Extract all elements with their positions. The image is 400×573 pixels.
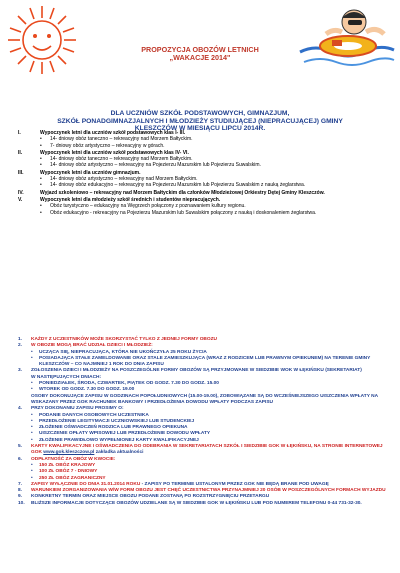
rule-2: 2. W OBOZIE MOGĄ BRAĆ UDZIAŁ DZIECI I MŁODZIEŻ: (18, 343, 153, 349)
gok-website-link[interactable]: www.gok.kleszczow.pl (43, 450, 95, 456)
list-item: • 250 ZŁ OBÓZ ZAGRANICZNY (31, 475, 106, 481)
sun-icon (6, 4, 78, 76)
rule-4: 4. PRZY DOKONANIU ZAPISU PROSIMY O: (18, 406, 124, 412)
section-title: Wypoczynek letni dla uczniów gimnazjum. (40, 169, 141, 176)
list-item: • Obóz turystyczno – edukacyjny na Węgrzech połączony z poznawaniem kultury regionu. (40, 203, 246, 210)
list-item: • 150 ZŁ OBÓZ KRAJOWY (31, 462, 96, 468)
list-item: • ZŁOŻENIE PRAWIDŁOWO WYPEŁNIONEJ KARTY KWALIFIKACYJNEJ (31, 437, 199, 443)
section-number: III. (18, 169, 24, 176)
list-item: • 14- dniowy obóz artystyczno – rekreacyjny nad Morzem Bałtyckim. (40, 176, 198, 183)
list-item: • PRZEDŁOŻENIE LEGITYMACJI UCZNIOWSKIEJ LUB STUDENCKIEJ (31, 418, 195, 424)
rule-10: 10. BLIŻSZE INFORMACJE DOTYCZĄCE OBOZÓW UDZIELANE SĄ W SIEDZIBIE GOK W ŁĘKIŃSKU LUB POD NUMEREM TELEFONU 0-44 731-32-30. (18, 500, 362, 506)
headline-line-3: KLESZCZÓW W MIESIĄCU LIPCU 2014R. (134, 125, 266, 133)
rule-8: 8. WARUNKIEM ZORGANIZOWANIA W/W FORM OBOZU JEST CHĘĆ UCZESTNICTWA PRZYNAJMNIEJ 20 OSÓB W POSZCZEGÓLNYCH FORMACH WYJAZDU (18, 488, 386, 494)
rule-1: 1. KAŻDY Z UCZESTNIKÓW MOŻE SKORZYSTAĆ TYLKO Z JEDNEJ FORMY OBOZU (18, 337, 218, 342)
title-line-1: PROPOZYCJA OBOZÓW LETNICH (141, 45, 259, 54)
list-item: • ZŁOŻENIE OŚWIADCZEŃ RODZICA LUB PRAWNEGO OPIEKUNA (31, 425, 188, 431)
rule-9: 9. KONKRETNY TERMIN ORAZ MIEJSCE OBOZU PODANE ZOSTANĄ PO ROZSTRZYGNIĘCIU PRZETARGU (18, 494, 270, 500)
list-item: • 14- dniowy obóz taneczno – rekreacyjny nad Morzem Bałtyckim. (40, 136, 193, 143)
list-item: • PONIEDZIAŁEK, ŚRODA, CZWARTEK, PIĄTEK OD GODZ. 7.30 DO GODZ. 15.00 (31, 381, 219, 387)
section-number: V. (18, 196, 23, 203)
list-item: • 14- dniowy obóz taneczno – rekreacyjny nad Morzem Bałtyckim. (40, 156, 193, 163)
section-number: II. (18, 149, 23, 156)
rule-3: 3. ZGŁOSZENIA DZIECI I MŁODZIEŻY NA POSZCZEGÓLNE FORMY OBOZÓW SĄ PRZYJMOWANE W SIEDZIBIE WOK W ŁĘKIŃSKU (SEKRETARIAT) (18, 368, 362, 374)
rule-7: 7. ZAPISY WYŁĄCZNIE DO DNIA 31.01.2014 ROKU - ZAPISY PO TERMINIE USTALONYM PRZEZ GOK NIE BĘDĄ BRANE POD UWAGĘ (18, 481, 329, 487)
list-item: • Obóz edukacyjno - rekreacyjny na Pojezierzu Mazurskim lub Suwalskim połączony z nauką i doskonaleniem żeglarstwa. (40, 209, 317, 216)
section-number: IV. (18, 189, 24, 196)
section-number: I. (18, 130, 21, 136)
section-title: Wypoczynek letni dla uczniów szkół podstawowych klas I- III. (40, 130, 186, 136)
list-item: • 14- dniowy obóz edukacyjno – rekreacyjny na Pojezierzu Mazurskim lub Pojezierzu Suwalskim z nauką żeglarstwa. (40, 182, 306, 189)
title-line-2: „WAKACJE 2014" (169, 53, 231, 62)
section-4 (18, 190, 388, 196)
rule-5: 5. KARTY KWALIFIKACYJNE I OŚWIADCZENIA DO ODEBRANIA W SEKRETARIATACH SZKÓŁ I SIEDZIBIE GOK W ŁĘKIŃSKU, NA STRONIE INTERNETOWEJ GOK www.gok.kleszczow.pl zakładka aktualności (18, 444, 383, 456)
list-item: • 14- dniowy obóz artystyczno – rekreacyjny na Pojezierzu Mazurskim lub Pojezierzu Suwalskim. (40, 162, 261, 169)
rule-3-extra: OSOBY DOKONUJĄCE ZAPISU W GODZINACH POPOŁUDNIOWYCH (15.00-19.00), ZOBOWIĄZANE SĄ DO WCZEŚNIEJSZEGO UISZCZENIA WPŁATY NA WSKAZANY PRZEZ GOK RACHUNEK BANKOWY I PRZEDŁOŻENIA DOWODU WPŁATY PODCZAS ZAPISU (31, 393, 378, 405)
section-title: Wypoczynek letni dla uczniów szkół podstawowych klas IV- VI. (40, 149, 189, 156)
rules-list (18, 337, 388, 507)
list-item: • WTOREK OD GODZ. 7.30 DO GODZ. 19.00 (31, 387, 135, 393)
section-title: Wypoczynek letni dla młodzieży szkół średnich i studentów niepracujących. (40, 196, 221, 203)
swimmer-icon (296, 4, 396, 74)
list-item: • 100 ZŁ OBÓZ 7 - DNIOWY (31, 469, 98, 475)
list-item: • POSIADAJĄCA STAŁE ZAMELDOWANIE ORAZ STALE ZAMIESZKUJĄCA (WRAZ Z RODZICEM LUB PRAWNYM OPIEKUNEM) NA TERENIE GMINY KLESZCZÓW – CO NAJMNIEJ 1 ROK DO DNIA ZAPISU (31, 355, 371, 368)
section-title: Wyjazd szkoleniowo – rekreacyjny nad Morzem Bałtyckim dla członków Młodzieżowej Orkiestry Dętej Gminy Kleszczów. (40, 189, 325, 196)
rule-3-intro: W NASTĘPUJĄCYCH DNIACH: (31, 374, 102, 380)
headline-line-2: SZKÓŁ PONADGIMNAZJALNYCH I MŁODZIEŻY STUDIUJĄCEJ (NIEPRACUJĄCEJ) GMINY (57, 117, 343, 125)
list-item: • 7- dniowy obóz artystyczno – rekreacyjny w górach. (40, 142, 165, 149)
list-item: • UCZĄCA SIĘ, NIEPRACUJĄCA, KTÓRA NIE UKOŃCZYŁA 25 ROKU ŻYCIA (31, 349, 207, 355)
list-item: • PODANIE DANYCH OSOBOWYCH UCZESTNIKA (31, 412, 149, 418)
camp-sections (18, 130, 388, 216)
headline-line-1: DLA UCZNIÓW SZKÓŁ PODSTAWOWYCH, GIMNAZJUM, (110, 110, 290, 117)
rule-6: 6. ODPŁATNOŚĆ ZA OBÓZ W KWOCIE: (18, 456, 116, 462)
list-item: • UISZCZENIE OPŁATY WPISOWEJ LUB PRZEDŁOŻENIE DOWODU WPŁATY (31, 431, 211, 437)
